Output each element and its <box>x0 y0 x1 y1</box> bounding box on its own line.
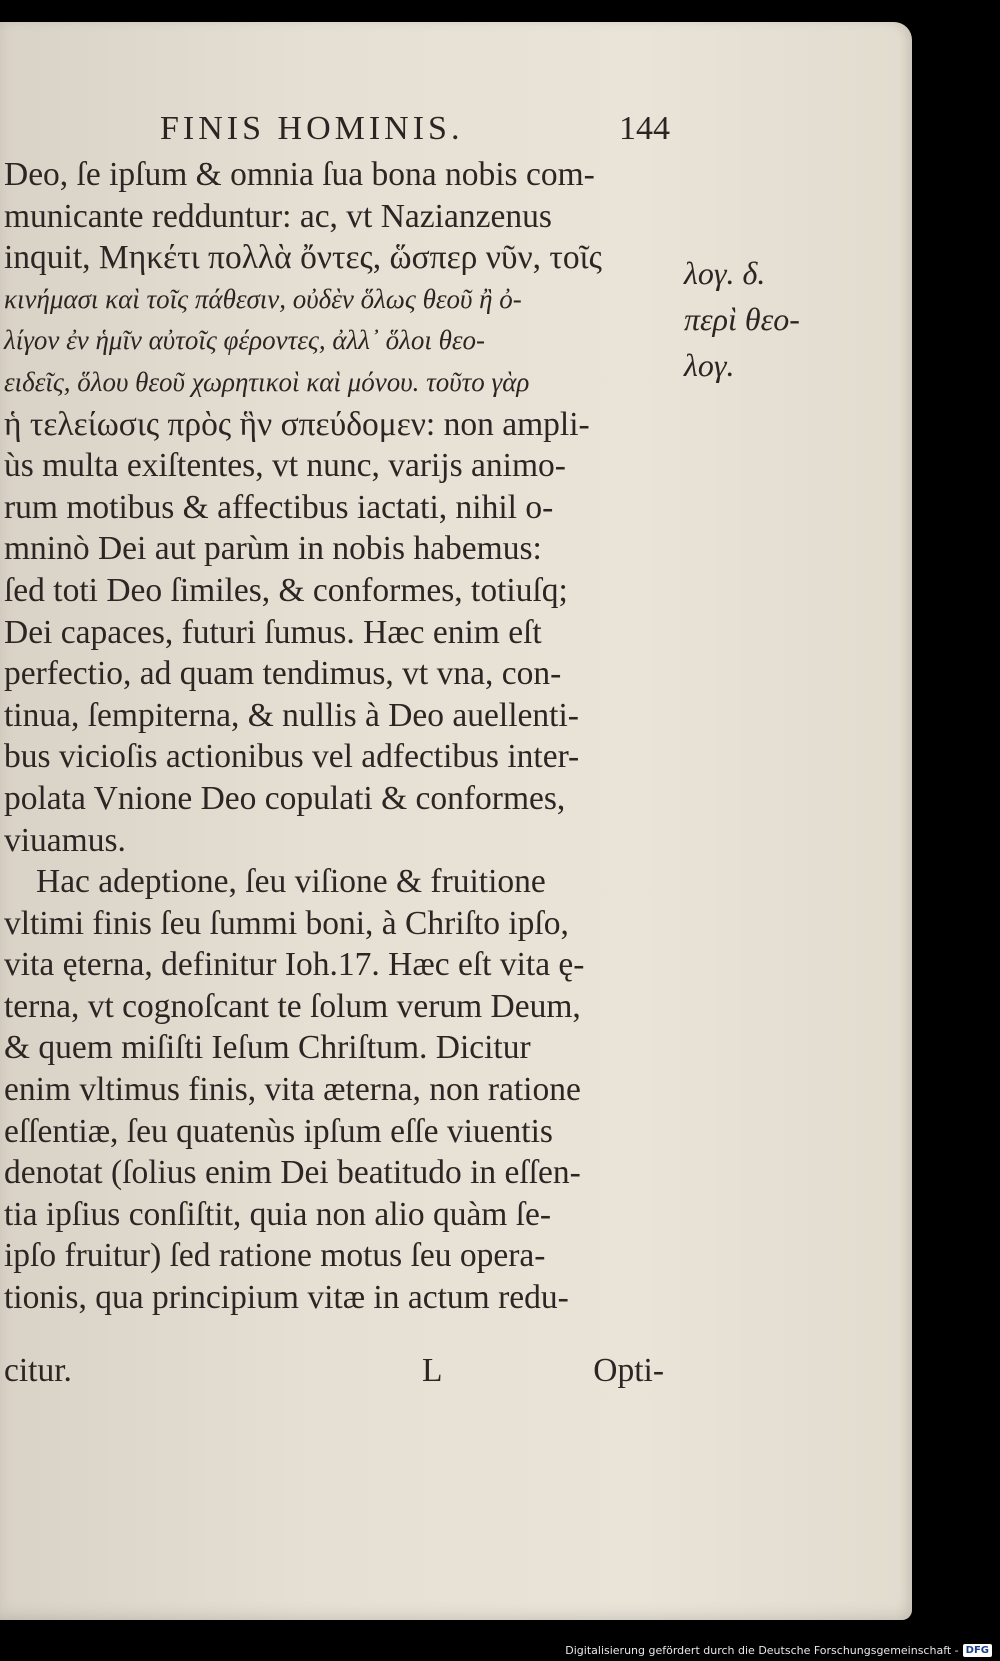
text-line: vita ęterna, definitur Ioh.17. Hæc eſt vita ę- <box>4 946 585 984</box>
text-line: denotat (ſolius enim Dei beatitudo in eſſen- <box>4 1154 581 1192</box>
text-line: polata Vnione Deo copulati & conformes, <box>4 779 566 817</box>
text-line: inquit, Μηκέτι πολλὰ ὄντες, ὥσπερ νῦν, τοῖς <box>4 239 602 277</box>
text-line: tionis, qua principium vitæ in actum redu- <box>4 1279 569 1317</box>
page-foot-line <box>4 1352 664 1396</box>
text-line: perfectio, ad quam tendimus, vt vna, con- <box>4 655 562 693</box>
running-title: FINIS HOMINIS. <box>160 110 464 147</box>
marginal-note-line: λογ. δ. <box>684 255 766 291</box>
text-line: tinua, ſempiterna, & nullis à Deo auellenti- <box>4 696 579 734</box>
text-line: vltimi finis ſeu ſummi boni, à Chriſto ipſo, <box>4 904 569 942</box>
text-line: κινήμασι καὶ τοῖς πάθεσιν, οὐδὲν ὅλως θεοῦ ἢ ὀ- <box>4 283 522 314</box>
text-line: rum motibus & affectibus iactati, nihil o- <box>4 488 554 526</box>
dfg-logo: DFG <box>963 1644 992 1657</box>
text-line: terna, vt cognoſcant te ſolum verum Deum, <box>4 987 581 1025</box>
text-line-last: citur. <box>4 1352 72 1389</box>
digitization-footer <box>565 1642 992 1658</box>
signature-mark: L <box>422 1352 443 1389</box>
running-head <box>150 102 670 150</box>
text-line: & quem miſiſti Ieſum Chriſtum. Dicitur <box>4 1029 531 1067</box>
marginal-note <box>684 250 824 388</box>
text-line: λίγον ἐν ἡμῖν αὐτοῖς φέροντες, ἀλλ᾽ ὅλοι θεο- <box>4 325 485 356</box>
marginal-note-line: περὶ θεο- <box>684 301 800 337</box>
page-number: 144 <box>619 110 670 147</box>
text-line: tia ipſius conſiſtit, quia non alio quàm ſe- <box>4 1195 552 1233</box>
funding-credit: Digitalisierung gefördert durch die Deutsche Forschungsgemeinschaft - <box>565 1643 959 1657</box>
text-line: ſed toti Deo ſimiles, & conformes, totiuſq; <box>4 571 568 609</box>
book-page <box>0 22 912 1620</box>
text-line: viuamus. <box>4 821 126 859</box>
text-line: mninò Dei aut parùm in nobis habemus: <box>4 530 542 568</box>
main-text-block <box>4 154 664 1319</box>
text-line: enim vltimus finis, vita æterna, non ratione <box>4 1071 581 1109</box>
text-line: municante redduntur: ac, vt Nazianzenus <box>4 197 552 235</box>
text-line: ipſo fruitur) ſed ratione motus ſeu opera- <box>4 1237 546 1275</box>
text-line: Deo, ſe ipſum & omnia ſua bona nobis com- <box>4 156 595 193</box>
marginal-note-line: λογ. <box>684 347 735 383</box>
catchword: Opti- <box>593 1352 664 1389</box>
text-line: bus vicioſis actionibus vel adfectibus inter- <box>4 738 580 776</box>
text-line: ùs multa exiſtentes, vt nunc, varijs animo- <box>4 447 566 485</box>
text-line: Hac adeptione, ſeu viſione & fruitione <box>36 863 546 901</box>
text-line: ειδεῖς, ὅλου θεοῦ χωρητικοὶ καὶ μόνου. τοῦτο γὰρ <box>4 366 530 397</box>
text-line: Dei capaces, futuri ſumus. Hæc enim eſt <box>4 613 542 651</box>
text-line: eſſentiæ, ſeu quatenùs ipſum eſſe viuentis <box>4 1112 553 1150</box>
text-line: ἡ τελείωσις πρὸς ἣν σπεύδομεν: non ampli- <box>4 405 590 443</box>
